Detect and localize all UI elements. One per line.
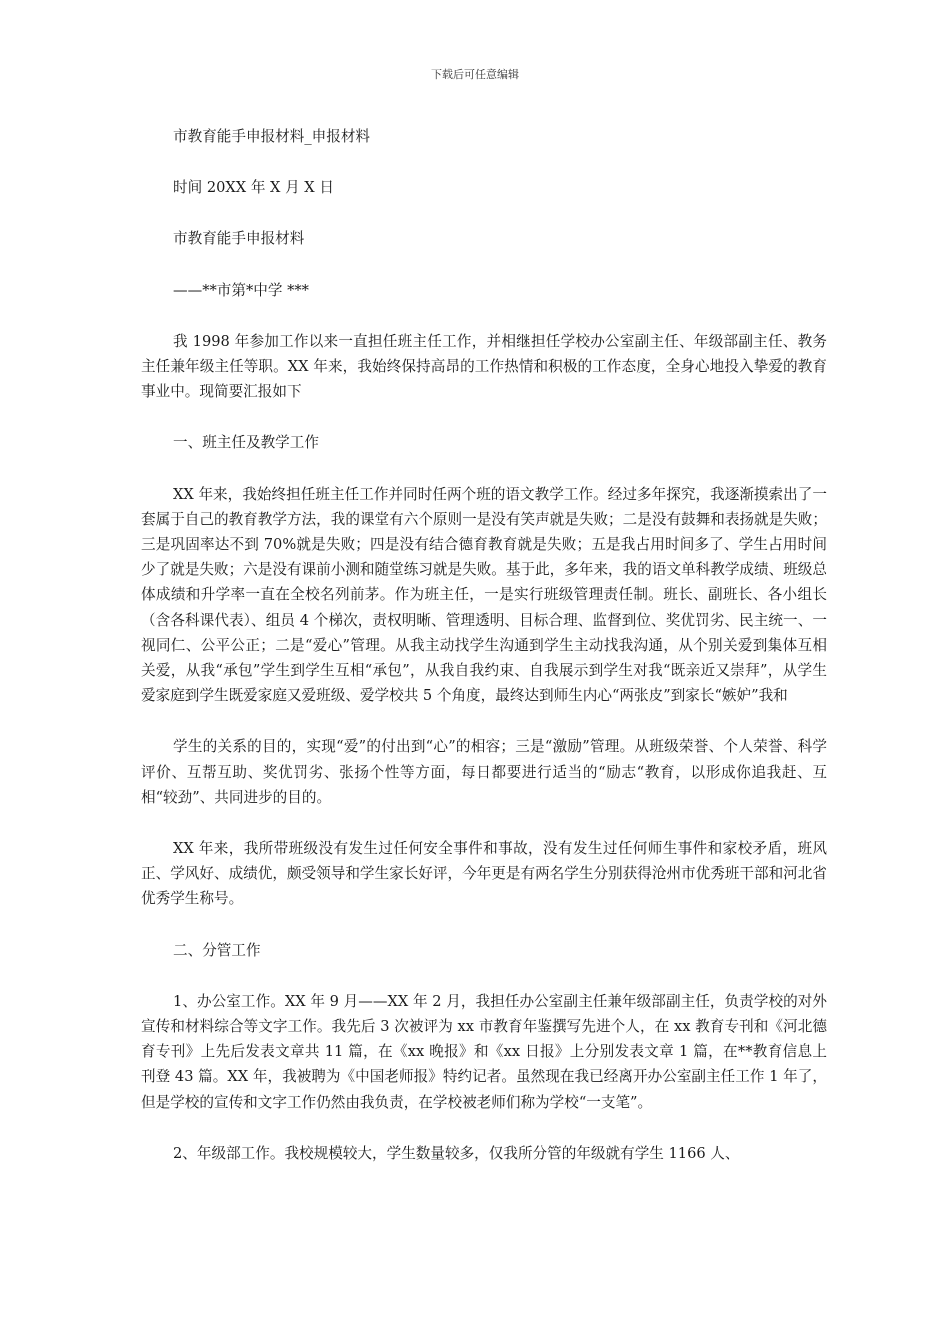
header-note: 下载后可任意编辑 xyxy=(431,68,519,81)
document-author: ——**市第*中学 *** xyxy=(173,281,309,299)
section2-paragraph-2: 2、年级部工作。我校规模较大，学生数量较多，仅我所分管的年级就有学生 1166 人、 xyxy=(173,1144,740,1162)
intro-paragraph: 我 1998 年参加工作以来一直担任班主任工作，并相继担任学校办公室副主任、年级部副主任、教务主任兼年级主任等职。XX 年来，我始终保持高昂的工作热情和积极的工作态度，全身心地投入挚爱的教育事业中。现简要汇报如下 xyxy=(141,332,827,401)
section1-heading: 一、班主任及教学工作 xyxy=(173,434,319,452)
section1-paragraph-3: XX 年来，我所带班级没有发生过任何安全事件和事故，没有发生过任何师生事件和家校矛盾，班风正、学风好、成绩优，颇受领导和学生家长好评，今年更是有两名学生分别获得沧州市优秀班干部和河北省优秀学生称号。 xyxy=(141,840,827,908)
section1-paragraph-1: XX 年来，我始终担任班主任工作并同时任两个班的语文教学工作。经过多年探究，我逐渐摸索出了一套属于自己的教育教学方法，我的课堂有六个原则一是没有笑声就是失败；二是没有鼓舞和表扬就是失败；三是巩固率达不到 70%就是失败；四是没有结合德育教育就是失败；五是我占用时间多了、学生占用时间少了就是失败；六是没有课前小测和随堂练习就是失败。基于此，多年来，我的语文单科教学成绩、班级总体成绩和升学率一直在全校名列前茅。作为班主任，一是实行班级管理责任制。班长、副班长、各小组长（含各科课代表）、组员 4 个梯次，责权明晰、管理透明、目标合理、监督到位、奖优罚劣、民主统一、一视同仁、公平公正；二是“爱心”管理。从我主动找学生沟通到学生主动找我沟通，从个别关爱到集体互相关爱，从我“承包”学生到学生互相“承包”，从我自我约束、自我展示到学生对我“既亲近又崇拜”，从学生爱家庭到学生既爱家庭又爱班级、爱学校共 5 个角度，最终达到师生内心“两张皮”到家长“嫉妒”我和 xyxy=(141,485,827,705)
document-body xyxy=(141,124,827,1192)
document-date: 时间 20XX 年 X 月 X 日 xyxy=(173,179,334,197)
section2-heading: 二、分管工作 xyxy=(173,941,261,959)
section2-paragraph-1: 1、办公室工作。XX 年 9 月——XX 年 2 月，我担任办公室副主任兼年级部副主任，负责学校的对外宣传和材料综合等文字工作。我先后 3 次被评为 xx 市教育年鉴撰写先进个人，在 xx 教育专刊和《河北德育专刊》上先后发表文章共 11 篇，在《xx 晚报》和《xx 日报》上分别发表文章 1 篇，在**教育信息上刊登 43 篇。XX 年，我被聘为《中国老师报》特约记者。虽然现在我已经离开办公室副主任工作 1 年了，但是学校的宣传和文字工作仍然由我负责，在学校被老师们称为学校“一支笔”。 xyxy=(141,992,827,1111)
document-title: 市教育能手申报材料_申报材料 xyxy=(173,128,371,145)
document-subtitle: 市教育能手申报材料 xyxy=(173,230,305,248)
section1-paragraph-2: 学生的关系的目的，实现“爱”的付出到“心”的相容；三是“激励”管理。从班级荣誉、个人荣誉、科学评价、互帮互助、奖优罚劣、张扬个性等方面，每日都要进行适当的“励志“教育，以形成你追我赶、互相“较劲”、共同进步的目的。 xyxy=(141,738,827,806)
